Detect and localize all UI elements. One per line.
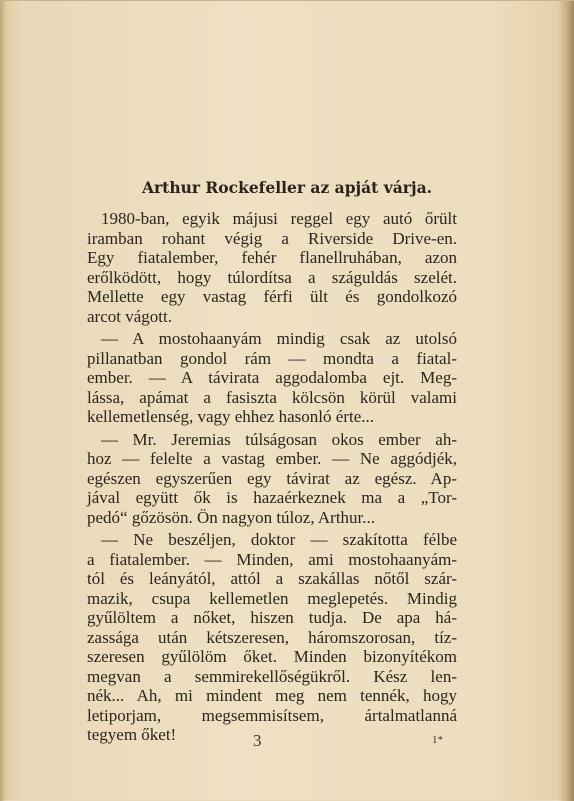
text-line: Egy fiatalember, fehér flanellruhában, azon [87, 248, 457, 267]
text-line: hoz — felelte a vastag ember. — Ne aggódjék, [87, 449, 457, 468]
text-line: tegyem őket! [87, 725, 177, 744]
text-line: erőlködött, hogy túlordítsa a száguldás szelét. [87, 267, 457, 287]
text-line: — Mr. Jeremias túlságosan okos ember ah- [101, 429, 457, 449]
text-line: megvan a semmirekellőségükről. Kész len- [87, 666, 457, 686]
text-line: — A mostohaanyám mindig csak az utolsó [101, 329, 457, 348]
signature-mark: 1* [432, 734, 443, 746]
body-text [87, 209, 457, 748]
text-line: ember. — A távirata aggodalomba ejt. Meg- [87, 368, 457, 387]
text-line: Mellette egy vastag férfi ült és gondolkozó [87, 287, 457, 306]
text-line: pedó“ gőzösön. Ön nagyon túloz, Arthur... [87, 507, 376, 527]
page-gutter-shadow [0, 1, 6, 801]
text-line: mazik, csupa kellemetlen meglepetés. Mindig [87, 588, 457, 608]
text-line: a fiatalember. — Minden, ami mostohaanyám- [87, 549, 457, 569]
text-line: arcot vágott. [87, 306, 172, 326]
text-line: 1980-ban, egyik májusi reggel egy autó őrült [101, 209, 457, 228]
text-line: — Ne beszéljen, doktor — szakította félbe [101, 530, 457, 549]
page-number: 3 [253, 731, 262, 750]
text-line: lássa, apámat a fasiszta kölcsön körül valami [87, 387, 457, 407]
paragraph-4 [87, 530, 457, 745]
text-line: pillanatban gondol rám — mondta a fiatal- [87, 348, 457, 368]
paragraph-3 [87, 430, 457, 528]
page-edge-shadow [558, 1, 574, 801]
text-line: gyűlöltem a nőket, hiszen tudja. De apa há- [87, 608, 457, 627]
paragraph-2 [87, 329, 457, 427]
text-line: kellemetlenség, vagy ehhez hasonló érte... [87, 407, 374, 426]
paragraph-1 [87, 209, 457, 326]
text-line: zassága után kétszeresen, háromszorosan, tíz- [87, 627, 457, 647]
chapter-title: Arthur Rockefeller az apját várja. [141, 178, 433, 197]
text-line: tól és leányától, attól a szakállas nőtől szár- [87, 569, 457, 588]
text-line: letiporjam, megsemmisítsem, ártalmatlanná [87, 705, 457, 725]
text-line: egészen egyszerűen egy távirat az egész. Ap- [87, 468, 457, 488]
text-line: iramban rohant végig a Riverside Drive-en. [87, 228, 457, 248]
text-line: nék... Ah, mi mindent meg nem tennék, hogy [87, 686, 457, 705]
text-line: jával együtt ők is hazaérkeznek ma a „Tor- [87, 488, 457, 507]
text-line: szeresen gyűlölöm őket. Minden bizonyítékom [87, 647, 457, 666]
